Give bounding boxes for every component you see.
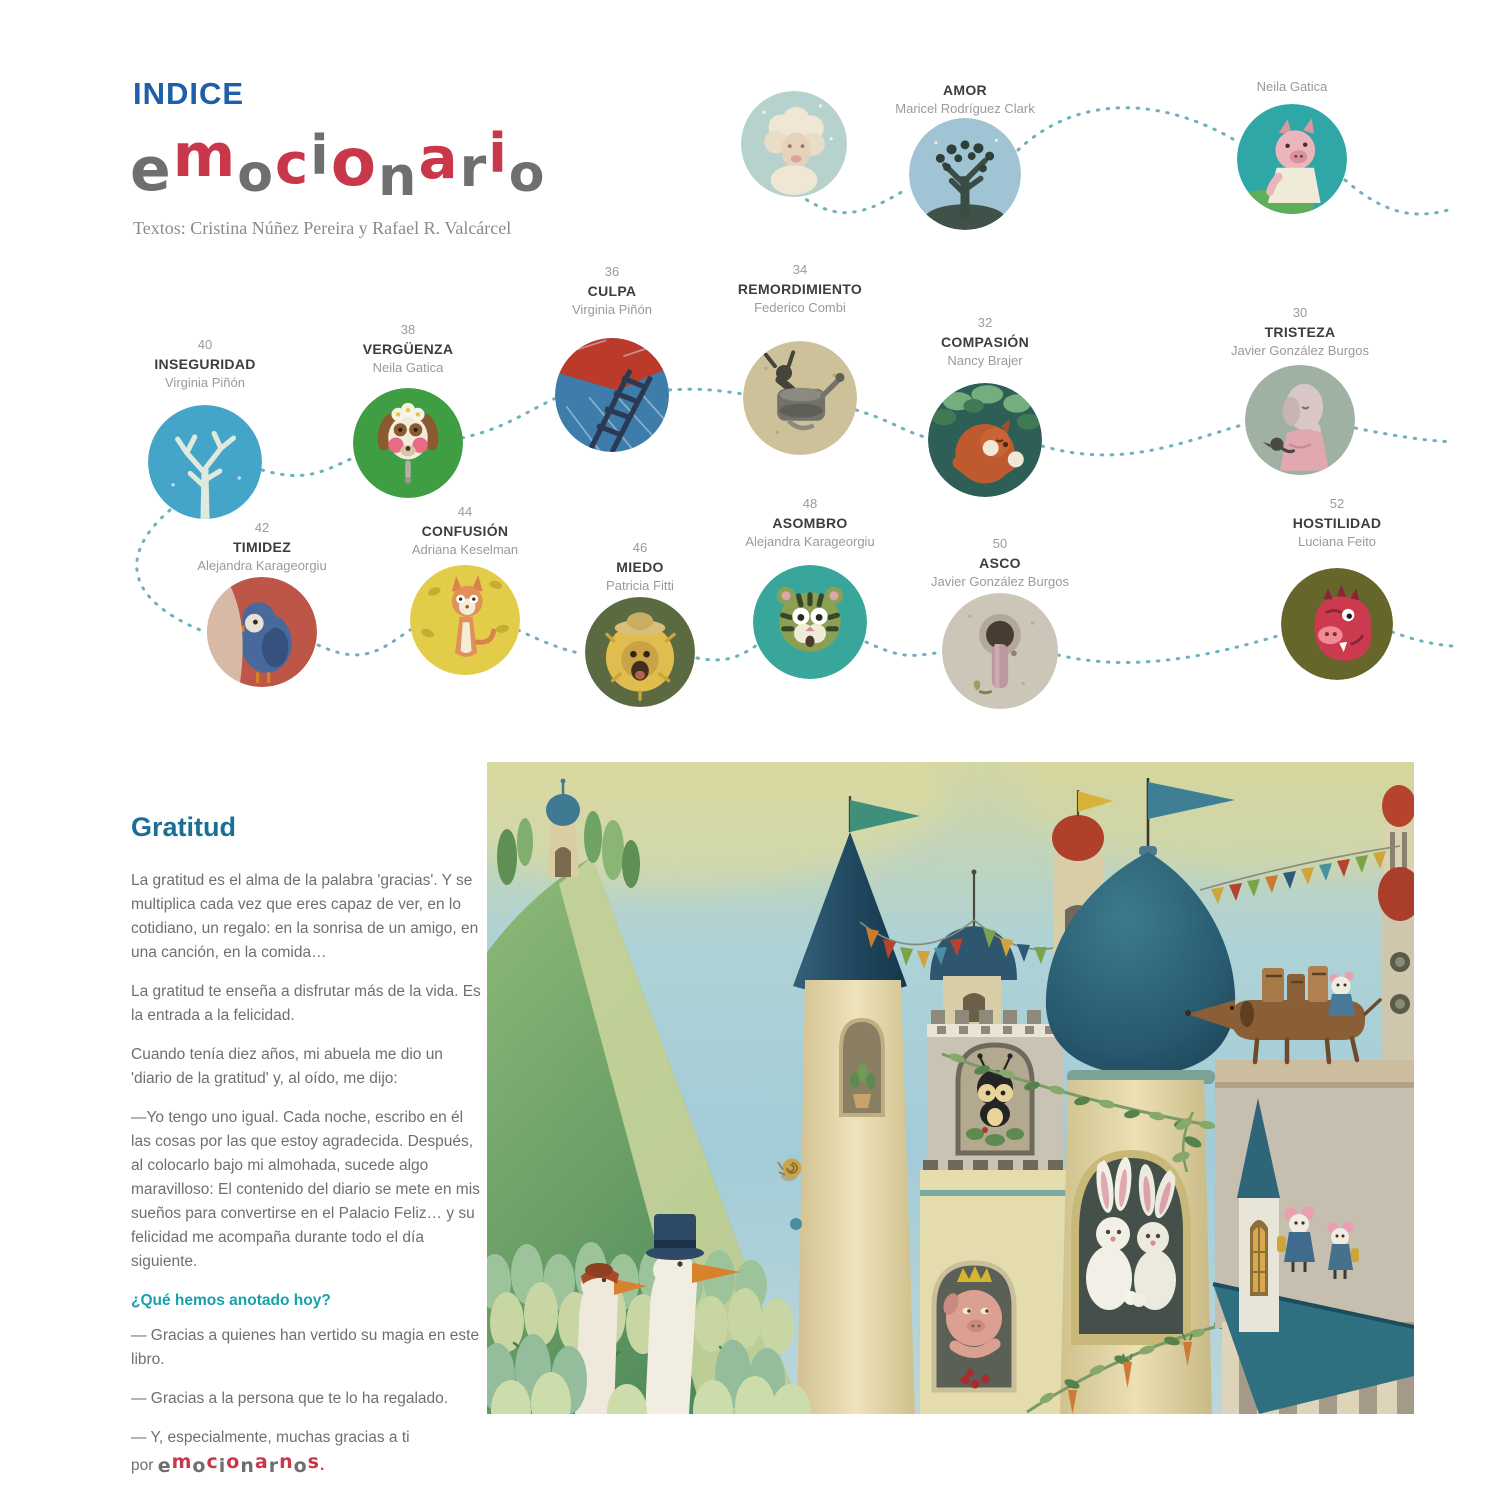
emotion-author: Javier González Burgos xyxy=(1230,343,1369,358)
emotion-title: ASOMBRO xyxy=(772,515,848,531)
emotion-author: Neila Gatica xyxy=(1256,79,1328,94)
emotion-author: Maricel Rodríguez Clark xyxy=(895,101,1035,116)
emotion-author: Adriana Keselman xyxy=(411,542,519,557)
index-item-remordimiento[interactable] xyxy=(690,261,910,317)
logo-letter: e xyxy=(157,1455,172,1477)
logo-letter: o xyxy=(192,1455,207,1477)
dotted-path xyxy=(1392,632,1452,646)
dotted-path xyxy=(1042,424,1245,455)
logo-letter: n xyxy=(378,145,419,208)
dotted-path xyxy=(1355,428,1452,442)
logo-letter: c xyxy=(206,1451,219,1473)
dotted-path xyxy=(697,645,757,660)
emotion-title: INSEGURIDAD xyxy=(154,356,256,372)
logo-letter: c xyxy=(274,132,311,197)
timidez-illustration xyxy=(207,577,317,687)
index-item-timidez[interactable] xyxy=(152,519,372,575)
logo-letter: s xyxy=(307,1451,320,1473)
dotted-path xyxy=(518,630,583,654)
emotion-title: HOSTILIDAD xyxy=(1292,515,1382,531)
page-number: 34 xyxy=(792,262,808,277)
emotion-author: Virginia Piñón xyxy=(165,375,245,390)
logo-letter: i xyxy=(488,122,509,185)
logo-letter: r xyxy=(459,136,489,199)
gratitud-article xyxy=(131,812,483,1478)
index-item-compasion[interactable] xyxy=(875,314,1095,370)
page-number: 50 xyxy=(992,536,1008,551)
article-title: Gratitud xyxy=(131,812,236,842)
dotted-path xyxy=(856,410,928,438)
article-paragraph: —Yo tengo uno igual. Cada noche, escribo en él las cosas por las que estoy agradecida. Después, al colocarlo bajo mi almohada, sucede algo maravilloso: El contenido del diario se mete en mis sueños para convertirse en el Palacio Feliz… y su felicidad me acompaña durante todo el día siguiente. xyxy=(131,1109,480,1270)
dotted-path xyxy=(1058,634,1284,662)
closing-prefix: por xyxy=(131,1457,158,1474)
index-item-hostilidad[interactable] xyxy=(1227,495,1447,551)
asombro-illustration xyxy=(753,565,867,679)
logo-letter: m xyxy=(172,121,238,191)
emotion-title: MIEDO xyxy=(616,559,664,575)
article-paragraph: Cuando tenía diez años, mi abuela me dio un 'diario de la gratitud' y, al oído, me dijo: xyxy=(131,1046,443,1087)
logo-letter: a xyxy=(254,1451,269,1473)
logo-letter: o xyxy=(293,1455,308,1477)
amor-illustration xyxy=(909,118,1021,230)
emotion-title: AMOR xyxy=(943,82,987,98)
index-item-asco[interactable] xyxy=(890,535,1110,591)
emotion-author: Javier González Burgos xyxy=(930,574,1069,589)
closing-period: . xyxy=(319,1457,325,1474)
question-heading: ¿Qué hemos anotado hoy? xyxy=(131,1292,331,1309)
hostilidad-illustration xyxy=(1281,568,1393,680)
page-number: 44 xyxy=(457,504,473,519)
page-number: 48 xyxy=(802,496,818,511)
index-item-asombro[interactable] xyxy=(700,495,920,551)
index-item-inseguridad[interactable] xyxy=(95,336,315,392)
dotted-path xyxy=(262,458,353,476)
page-number: 36 xyxy=(604,264,620,279)
logo-letter: m xyxy=(171,1451,193,1473)
article-paragraph: La gratitud te enseña a disfrutar más de la vida. Es la entrada a la felicidad. xyxy=(131,983,481,1024)
confusion-illustration xyxy=(410,565,520,675)
dotted-path xyxy=(462,398,556,438)
dotted-path xyxy=(669,389,743,394)
logo-letter: o xyxy=(330,124,379,201)
index-item-amor[interactable] xyxy=(855,80,1075,118)
inseguridad-illustration xyxy=(148,405,262,519)
index-item-tristeza[interactable] xyxy=(1190,304,1410,360)
dotted-path xyxy=(866,642,944,655)
page-number: 30 xyxy=(1292,305,1308,320)
logo-letter: o xyxy=(237,144,275,204)
asco-illustration xyxy=(942,593,1058,709)
index-item-pig[interactable] xyxy=(1182,78,1402,96)
article-answer: — Gracias a la persona que te lo ha regalado. xyxy=(131,1390,449,1407)
emotion-author: Alejandra Karageorgiu xyxy=(745,534,875,549)
closing-line xyxy=(131,1452,483,1478)
emocionarnos-logo-word xyxy=(158,1453,320,1475)
logo-letter: o xyxy=(508,144,547,204)
emotion-author: Neila Gatica xyxy=(372,360,444,375)
page-number: 52 xyxy=(1329,496,1345,511)
emotion-title: TIMIDEZ xyxy=(232,539,292,555)
emotion-author: Patricia Fitti xyxy=(606,578,674,593)
pig-illustration xyxy=(1237,104,1347,214)
emotion-title: CULPA xyxy=(587,283,637,299)
page-number: 46 xyxy=(632,540,648,555)
logo-letter: r xyxy=(268,1455,280,1477)
emotion-title: REMORDIMIENTO xyxy=(737,281,863,297)
emotion-title: TRISTEZA xyxy=(1264,324,1336,340)
tristeza-illustration xyxy=(1245,365,1355,475)
index-heading: INDICE xyxy=(133,76,245,111)
emotion-author: Virginia Piñón xyxy=(572,302,652,317)
sheep-illustration xyxy=(741,91,847,197)
verguenza-illustration xyxy=(353,388,463,498)
page-number: 40 xyxy=(197,337,213,352)
index-item-verguenza[interactable] xyxy=(298,321,518,377)
remordimiento-illustration xyxy=(743,341,857,455)
miedo-illustration xyxy=(585,597,695,707)
page-number: 42 xyxy=(254,520,270,535)
logo-letter: i xyxy=(218,1455,227,1477)
page-number: 38 xyxy=(400,322,416,337)
emotion-title: COMPASIÓN xyxy=(941,334,1029,350)
emotion-author: Luciana Feito xyxy=(1297,534,1377,549)
emotion-author: Nancy Brajer xyxy=(947,353,1023,368)
emotion-title: CONFUSIÓN xyxy=(421,523,509,539)
logo-letter: o xyxy=(226,1451,241,1473)
logo-letter: a xyxy=(418,124,460,192)
article-answer: — Y, especialmente, muchas gracias a ti xyxy=(131,1429,410,1446)
logo-letter: e xyxy=(130,135,173,205)
castle-illustration xyxy=(487,762,1414,1414)
logo-letter: n xyxy=(240,1455,255,1477)
page-number: 32 xyxy=(977,315,993,330)
emotion-title: VERGÜENZA xyxy=(362,341,454,357)
emotion-author: Federico Combi xyxy=(754,300,846,315)
index-item-culpa[interactable] xyxy=(502,263,722,319)
logo-letter: i xyxy=(310,124,331,187)
article-answer: — Gracias a quienes han vertido su magia en este libro. xyxy=(131,1327,480,1368)
emotion-title: ASCO xyxy=(979,555,1021,571)
emocionario-logo xyxy=(130,121,547,208)
credits-line: Textos: Cristina Núñez Pereira y Rafael R. Valcárcel xyxy=(133,218,512,238)
culpa-illustration xyxy=(555,338,669,452)
compasion-illustration xyxy=(928,383,1042,497)
dotted-path xyxy=(1345,180,1448,214)
article-paragraph: La gratitud es el alma de la palabra 'gracias'. Y se multiplica cada vez que eres capaz de ver, en lo cotidiano, un regalo: en la sonrisa de un amigo, en una canción, en la comida… xyxy=(131,872,479,961)
logo-letter: n xyxy=(279,1451,294,1473)
emotion-author: Alejandra Karageorgiu xyxy=(197,558,327,573)
dotted-path xyxy=(318,630,410,655)
